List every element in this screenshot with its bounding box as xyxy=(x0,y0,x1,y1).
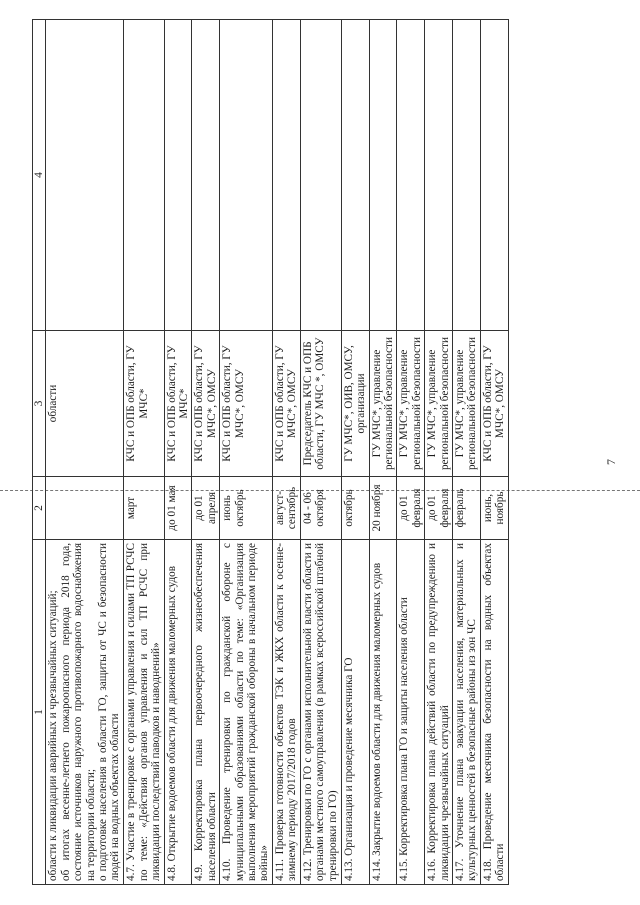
table-cell-col-1: 4.8. Открытие водоемов области для движения маломерных судов xyxy=(164,540,192,885)
table-cell-col-4 xyxy=(164,20,192,331)
table-cell-col-3: КЧС и ОПБ области, ГУ МЧС*, ОМСУ xyxy=(192,331,220,477)
table-cell-col-3: области xyxy=(46,331,124,477)
table-cell-col-2: август- сентябрь xyxy=(272,477,300,540)
table-cell-col-4 xyxy=(300,20,341,331)
table-cell-col-3: КЧС и ОПБ области, ГУ МЧС*, ОМСУ xyxy=(220,331,273,477)
table-cell-col-1: области к ликвидации аварийных и чрезвычайных ситуаций; об итогах весенне-летнего пожароопасного периода 2018 года, состояние источников наружного противопожарного водоснабжения на территории области; о подготовке населения в области ГО, защиты от ЧС и безопасности людей на водных объектах области xyxy=(46,540,124,885)
table-row xyxy=(164,20,192,885)
table-cell-col-1: 4.7. Участие в тренировке с органами управления и силами ТП РСЧС по теме: «Действия органов управления и сил ТП РСЧС при ликвидации последствий паводков и наводнений» xyxy=(124,540,164,885)
table-cell-col-3: КЧС и ОПБ области, ГУ МЧС*, ОМСУ xyxy=(480,331,508,477)
table-cell-col-1: 4.13. Организация и проведение месячника ГО xyxy=(341,540,369,885)
table-cell-col-2: февраль xyxy=(452,477,480,540)
table-cell-col-1: 4.17. Уточнение плана эвакуации населения, материальных и культурных ценностей в безопасные районы из зон ЧС xyxy=(452,540,480,885)
table-cell-col-3: ГУ МЧС*, управление региональной безопасности xyxy=(369,331,397,477)
table-row xyxy=(192,20,220,885)
table-cell-col-2 xyxy=(46,477,124,540)
table-cell-col-3: ГУ МЧС*, управление региональной безопасности xyxy=(452,331,480,477)
table-cell-col-3: КЧС и ОПБ области, ГУ МЧС* xyxy=(164,331,192,477)
table-cell-col-1: 4.10. Проведение тренировки по гражданской обороне с муниципальными образованиями области по теме: «Организация выполнения мероприятий гражданской обороны в начальном периоде войны» xyxy=(220,540,273,885)
table-cell-col-3: КЧС и ОПБ области, ГУ МЧС* xyxy=(124,331,164,477)
table-row xyxy=(300,20,341,885)
table-cell-col-2: до 01 апреля xyxy=(192,477,220,540)
table-row xyxy=(220,20,273,885)
table-cell-col-4 xyxy=(452,20,480,331)
table-cell-col-2: октябрь xyxy=(341,477,369,540)
table-cell-col-4 xyxy=(341,20,369,331)
table-cell-col-1: 4.9. Корректировка плана первоочередного жизнеобеспечения населения области xyxy=(192,540,220,885)
table-cell-col-4 xyxy=(369,20,397,331)
header-col-2: 2 xyxy=(33,477,46,540)
table-row xyxy=(341,20,369,885)
table-row xyxy=(480,20,508,885)
table-row xyxy=(452,20,480,885)
table-cell-col-3: ГУ МЧС*, управление региональной безопасности xyxy=(397,331,425,477)
table-cell-col-3: КЧС и ОПБ области, ГУ МЧС*, ОМСУ xyxy=(272,331,300,477)
table-cell-col-2: март xyxy=(124,477,164,540)
table-cell-col-1: 4.16. Корректировка плана действий области по предупреждению и ликвидации чрезвычайных ситуаций xyxy=(425,540,453,885)
table-cell-col-4 xyxy=(192,20,220,331)
table-cell-col-4 xyxy=(124,20,164,331)
plan-table xyxy=(32,19,509,885)
table-cell-col-4 xyxy=(480,20,508,331)
table-cell-col-1: 4.11. Проверка готовности объектов ТЭК и ЖКХ области к осенне-зимнему периоду 2017/2018 годов xyxy=(272,540,300,885)
table-cell-col-3: ГУ МЧС*, ОИВ, ОМСУ, организации xyxy=(341,331,369,477)
table-cell-col-2: 04 - 06 октября xyxy=(300,477,341,540)
table-row xyxy=(397,20,425,885)
table-cell-col-2: до 01 февраля xyxy=(397,477,425,540)
header-col-1: 1 xyxy=(33,540,46,885)
header-col-4: 4 xyxy=(33,20,46,331)
table-cell-col-2: 20 ноября xyxy=(369,477,397,540)
header-row xyxy=(33,20,46,885)
table-cell-col-2: июнь октябрь xyxy=(220,477,273,540)
table-cell-col-2: до 01 мая xyxy=(164,477,192,540)
table-row xyxy=(272,20,300,885)
table-cell-col-4 xyxy=(46,20,124,331)
header-col-3: 3 xyxy=(33,331,46,477)
table-cell-col-3: ГУ МЧС*, управление региональной безопасности xyxy=(425,331,453,477)
table-row xyxy=(369,20,397,885)
page-number: 7 xyxy=(604,459,618,465)
table-row xyxy=(124,20,164,885)
table-row xyxy=(425,20,453,885)
table-cell-col-4 xyxy=(272,20,300,331)
table-cell-col-1: 4.15. Корректировка плана ГО и защиты населения области xyxy=(397,540,425,885)
table-cell-col-1: 4.12. Тренировки по ГО с органами исполнительной власти области и органами местного самоуправления (в рамках всероссийской штабной тренировки по ГО) xyxy=(300,540,341,885)
table-cell-col-4 xyxy=(425,20,453,331)
table-cell-col-2: июнь, ноябрь xyxy=(480,477,508,540)
table-cell-col-4 xyxy=(397,20,425,331)
table-cell-col-1: 4.18. Проведение месячника безопасности на водных объектах области xyxy=(480,540,508,885)
table-cell-col-3: Председатель КЧС и ОПБ области, ГУ МЧС *, ОМСУ xyxy=(300,331,341,477)
table-cell-col-1: 4.14. Закрытие водоемов области для движения маломерных судов xyxy=(369,540,397,885)
table-cell-col-4 xyxy=(220,20,273,331)
table-row xyxy=(46,20,124,885)
table-cell-col-2: до 01 февраля xyxy=(425,477,453,540)
